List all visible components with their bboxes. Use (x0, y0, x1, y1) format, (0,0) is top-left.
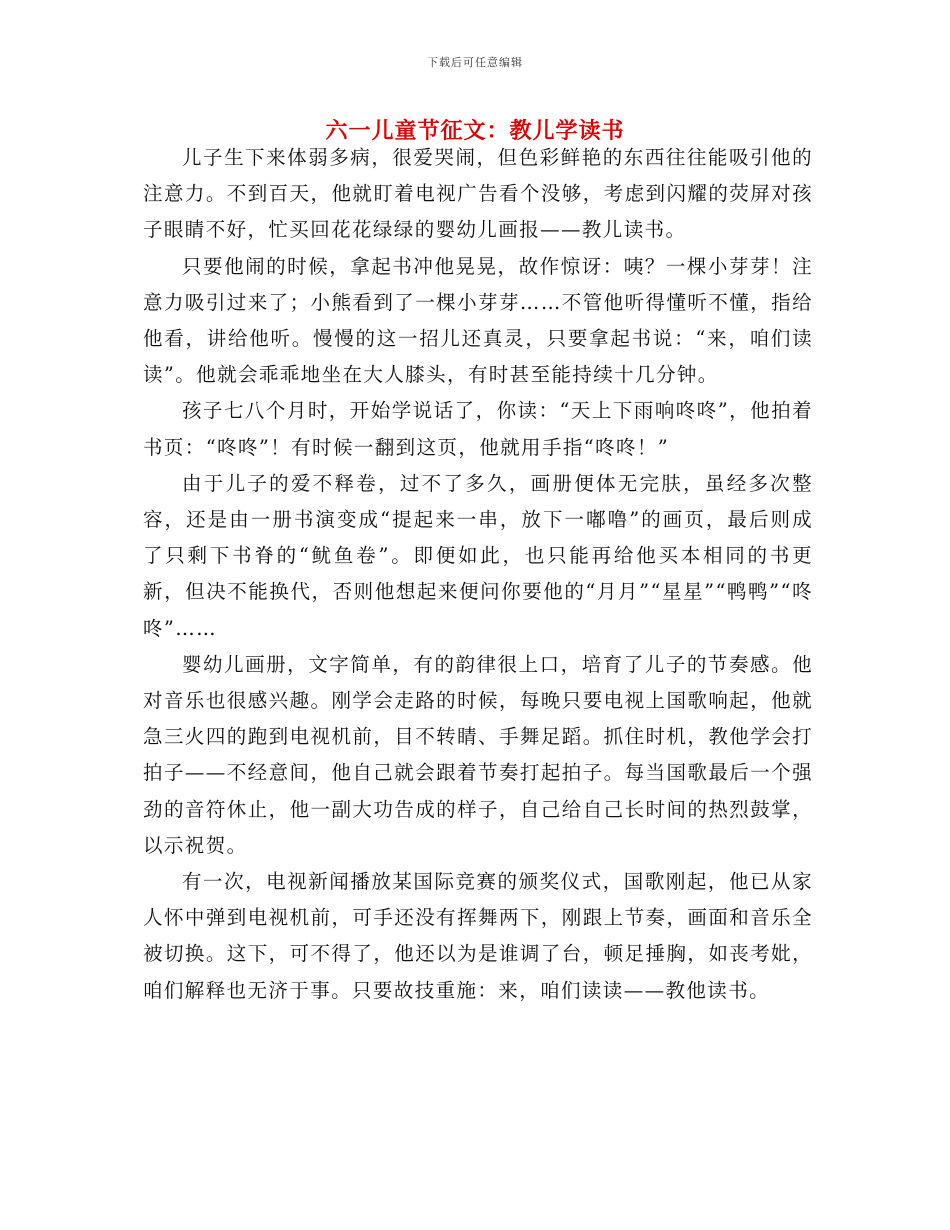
header-note: 下载后可任意编辑 (427, 56, 523, 69)
paragraph: 只要他闹的时候，拿起书冲他晃晃，故作惊讶：咦？一棵小芽芽！注意力吸引过来了；小熊看到了一棵小芽芽……不管他听得懂听不懂，指给他看，讲给他听。慢慢的这一招儿还真灵，只要拿起书说：“来，咱们读读”。他就会乖乖地坐在大人膝头，有时甚至能持续十几分钟。 (143, 254, 813, 387)
article-body (143, 140, 813, 1009)
article-title: 六一儿童节征文：教儿学读书 (325, 119, 625, 144)
paragraph: 有一次，电视新闻播放某国际竞赛的颁奖仪式，国歌刚起，他已从家人怀中弹到电视机前，可手还没有挥舞两下，刚跟上节奏，画面和音乐全被切换。这下，可不得了，他还以为是谁调了台，顿足捶胸，如丧考妣，咱们解释也无济于事。只要故技重施：来，咱们读读——教他读书。 (143, 870, 813, 1002)
paragraph: 由于儿子的爱不释卷，过不了多久，画册便体无完肤，虽经多次整容，还是由一册书演变成“提起来一串，放下一嘟噜”的画页，最后则成了只剩下书脊的“鱿鱼卷”。即便如此，也只能再给他买本相同的书更新，但决不能换代，否则他想起来便问你要他的“月月”“星星”“鸭鸭”“咚咚”…… (143, 471, 813, 640)
paragraph: 婴幼儿画册，文字简单，有的韵律很上口，培育了儿子的节奏感。他对音乐也很感兴趣。刚学会走路的时候，每晚只要电视上国歌响起，他就急三火四的跑到电视机前，目不转睛、手舞足蹈。抓住时机，教他学会打拍子——不经意间，他自己就会跟着节奏打起拍子。每当国歌最后一个强劲的音符休止，他一副大功告成的样子，自己给自己长时间的热烈鼓掌，以示祝贺。 (143, 652, 813, 857)
paragraph: 儿子生下来体弱多病，很爱哭闹，但色彩鲜艳的东西往往能吸引他的注意力。不到百天，他就盯着电视广告看个没够，考虑到闪耀的荧屏对孩子眼睛不好，忙买回花花绿绿的婴幼儿画报——教儿读书。 (143, 146, 813, 242)
paragraph: 孩子七八个月时，开始学说话了，你读：“天上下雨响咚咚”，他拍着书页：“咚咚”！有时候一翻到这页，他就用手指“咚咚！” (143, 399, 813, 459)
